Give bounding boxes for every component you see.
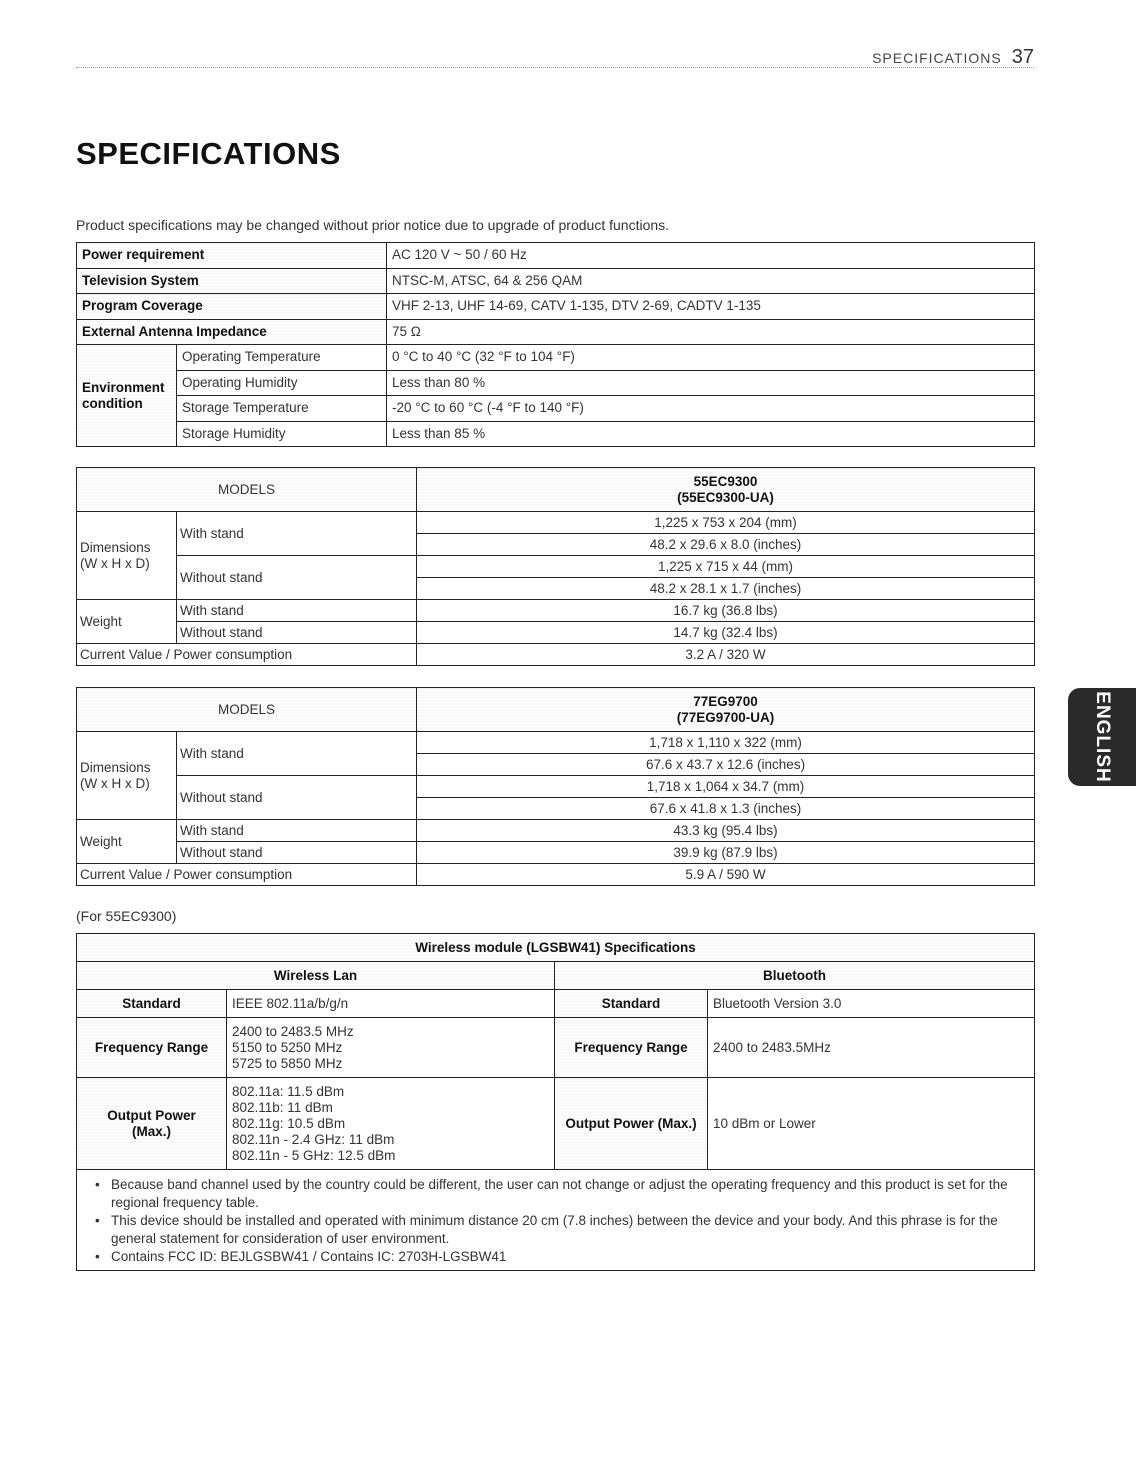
weight-with: 16.7 kg (36.8 lbs)	[417, 600, 1035, 622]
current-label: Current Value / Power consumption	[77, 644, 417, 666]
lan-output-line: 802.11a: 11.5 dBm	[232, 1083, 345, 1099]
without-stand-label: Without stand	[177, 842, 417, 864]
page-title: SPECIFICATIONS	[76, 136, 341, 171]
models-header: MODELS	[77, 468, 417, 512]
table-row	[77, 820, 1035, 842]
table-row	[77, 1170, 1035, 1271]
spec-value: Less than 80 %	[387, 370, 1035, 396]
model-table-55ec9300	[76, 467, 1035, 666]
spec-value: VHF 2-13, UHF 14-69, CATV 1-135, DTV 2-69, CADTV 1-135	[387, 294, 1035, 320]
output-power-label-line-1: Output Power	[107, 1107, 196, 1123]
spec-sublabel: Storage Temperature	[177, 396, 387, 422]
environment-label-line-1: Environment	[82, 379, 165, 395]
with-stand-label: With stand	[177, 732, 417, 776]
models-header: MODELS	[77, 688, 417, 732]
model-table-77eg9700	[76, 687, 1035, 886]
table-row	[77, 842, 1035, 864]
wireless-notes	[77, 1170, 1035, 1271]
without-stand-label: Without stand	[177, 776, 417, 820]
table-row	[77, 319, 1035, 345]
lan-output-line: 802.11g: 10.5 dBm	[232, 1115, 346, 1131]
dimensions-label-line-2: (W x H x D)	[80, 775, 150, 791]
output-power-label-line-2: (Max.)	[131, 1123, 171, 1139]
bt-output-power: 10 dBm or Lower	[708, 1078, 1035, 1170]
wireless-module-table	[76, 933, 1035, 1271]
current-value: 5.9 A / 590 W	[417, 864, 1035, 886]
lan-frequency-line: 5150 to 5250 MHz	[232, 1039, 343, 1055]
spec-label: Television System	[77, 268, 387, 294]
model-name-cell	[417, 688, 1035, 732]
current-label: Current Value / Power consumption	[77, 864, 417, 886]
table-row	[77, 556, 1035, 578]
bluetooth-header: Bluetooth	[555, 962, 1035, 990]
spec-value: NTSC-M, ATSC, 64 & 256 QAM	[387, 268, 1035, 294]
environment-label-line-2: condition	[82, 395, 143, 411]
model-sub: (55EC9300-UA)	[677, 489, 774, 505]
dimensions-label-line-2: (W x H x D)	[80, 555, 150, 571]
header-text	[872, 46, 1034, 69]
weight-label: Weight	[77, 820, 177, 864]
table-row	[77, 644, 1035, 666]
lan-frequency	[227, 1018, 555, 1078]
dim-without-mm: 1,225 x 715 x 44 (mm)	[417, 556, 1035, 578]
dim-with-in: 48.2 x 29.6 x 8.0 (inches)	[417, 534, 1035, 556]
bt-frequency: 2400 to 2483.5MHz	[708, 1018, 1035, 1078]
note-item: • Because band channel used by the country could be different, the user can not change or adjust the operating frequency and this product is set for the regional frequency table.	[111, 1176, 1026, 1212]
language-label: ENGLISH	[1092, 691, 1113, 783]
dim-without-in: 48.2 x 28.1 x 1.7 (inches)	[417, 578, 1035, 600]
page-header	[76, 44, 1034, 68]
weight-without: 39.9 kg (87.9 lbs)	[417, 842, 1035, 864]
table-row	[77, 294, 1035, 320]
table-row	[77, 1018, 1035, 1078]
page-number: 37	[1011, 46, 1034, 68]
table-row	[77, 934, 1035, 962]
lan-frequency-line: 2400 to 2483.5 MHz	[232, 1023, 354, 1039]
table-row	[77, 600, 1035, 622]
weight-label: Weight	[77, 600, 177, 644]
bt-output-label: Output Power (Max.)	[555, 1078, 708, 1170]
model-sub: (77EG9700-UA)	[676, 709, 775, 725]
table-row	[77, 732, 1035, 754]
dim-with-in: 67.6 x 43.7 x 12.6 (inches)	[417, 754, 1035, 776]
lan-output-line: 802.11b: 11 dBm	[232, 1099, 333, 1115]
table-row	[77, 864, 1035, 886]
model-name: 55EC9300	[693, 473, 758, 489]
table-row	[77, 1078, 1035, 1170]
table-row	[77, 468, 1035, 512]
wireless-lan-header: Wireless Lan	[77, 962, 555, 990]
note-item: • This device should be installed and operated with minimum distance 20 cm (7.8 inches) between the device and your body. And this phrase is for the general statement for consideration of user environment.	[111, 1212, 1026, 1248]
table-row	[77, 268, 1035, 294]
model-name-cell	[417, 468, 1035, 512]
environment-label	[77, 345, 177, 447]
for-model-note: (For 55EC9300)	[76, 908, 177, 924]
dimensions-label-line-1: Dimensions	[80, 539, 151, 555]
table-row	[77, 370, 1035, 396]
wireless-title: Wireless module (LGSBW41) Specifications	[77, 934, 1035, 962]
note-item: • Contains FCC ID: BEJLGSBW41 / Contains IC: 2703H-LGSBW41	[111, 1248, 1026, 1266]
table-row	[77, 243, 1035, 269]
standard-label: Standard	[77, 990, 227, 1018]
weight-with: 43.3 kg (95.4 lbs)	[417, 820, 1035, 842]
table-row	[77, 421, 1035, 447]
header-section: SPECIFICATIONS	[872, 50, 1002, 66]
spec-value: Less than 85 %	[387, 421, 1035, 447]
table-row	[77, 688, 1035, 732]
weight-without: 14.7 kg (32.4 lbs)	[417, 622, 1035, 644]
frequency-label: Frequency Range	[555, 1018, 708, 1078]
table-row	[77, 396, 1035, 422]
current-value: 3.2 A / 320 W	[417, 644, 1035, 666]
dim-without-mm: 1,718 x 1,064 x 34.7 (mm)	[417, 776, 1035, 798]
spec-label: External Antenna Impedance	[77, 319, 387, 345]
table-row	[77, 962, 1035, 990]
without-stand-label: Without stand	[177, 622, 417, 644]
output-power-label	[77, 1078, 227, 1170]
without-stand-label: Without stand	[177, 556, 417, 600]
table-row	[77, 345, 1035, 371]
with-stand-label: With stand	[177, 600, 417, 622]
spec-value: AC 120 V ~ 50 / 60 Hz	[387, 243, 1035, 269]
spec-value: 0 °C to 40 °C (32 °F to 104 °F)	[387, 345, 1035, 371]
table-row	[77, 990, 1035, 1018]
notes-list	[85, 1176, 1026, 1266]
language-side-tab	[1068, 688, 1136, 786]
dimensions-label-line-1: Dimensions	[80, 759, 151, 775]
general-specs-table	[76, 242, 1035, 447]
standard-label: Standard	[555, 990, 708, 1018]
dimensions-label	[77, 732, 177, 820]
lan-frequency-line: 5725 to 5850 MHz	[232, 1055, 343, 1071]
lan-output-line: 802.11n - 2.4 GHz: 11 dBm	[232, 1131, 395, 1147]
spec-value: 75 Ω	[387, 319, 1035, 345]
table-row	[77, 512, 1035, 534]
table-row	[77, 776, 1035, 798]
dim-with-mm: 1,718 x 1,110 x 322 (mm)	[417, 732, 1035, 754]
table-row	[77, 622, 1035, 644]
spec-sublabel: Storage Humidity	[177, 421, 387, 447]
spec-label: Power requirement	[77, 243, 387, 269]
dim-with-mm: 1,225 x 753 x 204 (mm)	[417, 512, 1035, 534]
intro-text: Product specifications may be changed without prior notice due to upgrade of product functions.	[76, 217, 670, 233]
with-stand-label: With stand	[177, 512, 417, 556]
bt-standard: Bluetooth Version 3.0	[708, 990, 1035, 1018]
spec-value: -20 °C to 60 °C (-4 °F to 140 °F)	[387, 396, 1035, 422]
frequency-label: Frequency Range	[77, 1018, 227, 1078]
spec-label: Program Coverage	[77, 294, 387, 320]
with-stand-label: With stand	[177, 820, 417, 842]
spec-sublabel: Operating Temperature	[177, 345, 387, 371]
lan-output-power	[227, 1078, 555, 1170]
dim-without-in: 67.6 x 41.8 x 1.3 (inches)	[417, 798, 1035, 820]
lan-output-line: 802.11n - 5 GHz: 12.5 dBm	[232, 1147, 396, 1163]
dimensions-label	[77, 512, 177, 600]
spec-sublabel: Operating Humidity	[177, 370, 387, 396]
model-name: 77EG9700	[693, 693, 758, 709]
lan-standard: IEEE 802.11a/b/g/n	[227, 990, 555, 1018]
